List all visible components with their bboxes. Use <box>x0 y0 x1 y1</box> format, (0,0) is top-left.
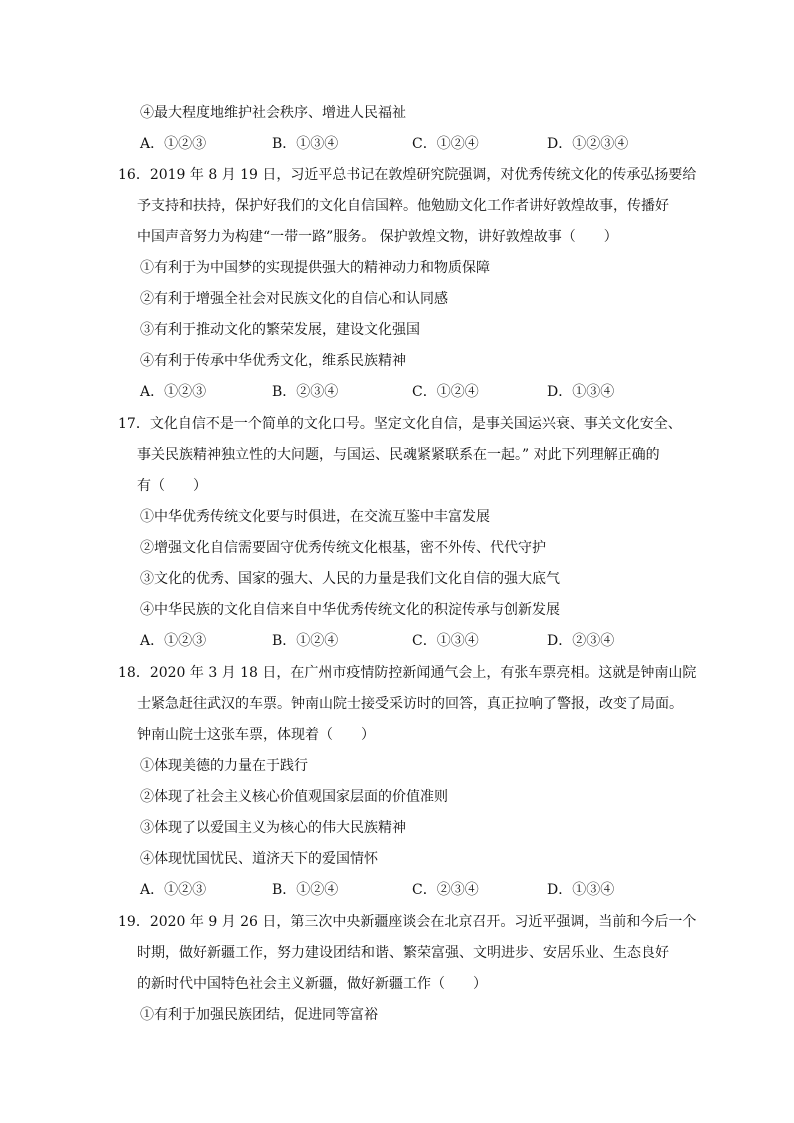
q16-option-3: ③有利于推动文化的繁荣发展，建设文化强国 <box>140 322 420 338</box>
q17-choice-d[interactable]: D．②③④ <box>547 633 615 649</box>
q18-stem-line-1: 18．2020 年 3 月 18 日，在广州市疫情防控新闻通气会上，有张车票亮相。这就是钟南山院 <box>118 665 697 681</box>
q16-stem-line-1: 16．2019 年 8 月 19 日，习近平总书记在敦煌研究院强调，对优秀传统文化的传承弘扬要给 <box>118 167 697 183</box>
q16-choice-a[interactable]: A．①②③ <box>140 384 207 400</box>
q18-choice-b[interactable]: B．①②④ <box>272 882 339 898</box>
q15-choice-a[interactable]: A．①②③ <box>140 136 207 152</box>
q17-option-1: ①中华优秀传统文化要与时俱进，在交流互鉴中丰富发展 <box>140 509 490 525</box>
q18-choice-d[interactable]: D．①③④ <box>547 882 615 898</box>
q19-option-1: ①有利于加强民族团结，促进同等富裕 <box>140 1007 378 1023</box>
q17-stem-line-2: 事关民族精神独立性的大问题，与国运、民魂紧紧联系在一起。” 对此下列理解正确的 <box>137 447 660 463</box>
q17-option-4: ④中华民族的文化自信来自中华优秀传统文化的积淀传承与创新发展 <box>140 602 560 618</box>
q18-stem-line-3: 钟南山院士这张车票，体现着（ ） <box>137 727 375 743</box>
q17-option-2: ②增强文化自信需要固守优秀传统文化根基，密不外传、代代守护 <box>140 540 546 556</box>
q16-stem-line-3: 中国声音努力为构建“一带一路”服务。 保护敦煌文物，讲好敦煌故事（ ） <box>137 229 618 245</box>
q15-choice-d[interactable]: D．①②③④ <box>547 136 629 152</box>
q16-choice-c[interactable]: C．①②④ <box>412 384 479 400</box>
q18-option-2: ②体现了社会主义核心价值观国家层面的价值准则 <box>140 789 448 805</box>
q16-stem-line-2: 予支持和扶持，保护好我们的文化自信国粹。他勉励文化工作者讲好敦煌故事，传播好 <box>137 198 669 214</box>
q16-option-1: ①有利于为中国梦的实现提供强大的精神动力和物质保障 <box>140 260 490 276</box>
q16-option-2: ②有利于增强全社会对民族文化的自信心和认同感 <box>140 291 448 307</box>
q17-choice-a[interactable]: A．①②③ <box>140 633 207 649</box>
q18-choice-c[interactable]: C．②③④ <box>412 882 479 898</box>
q18-option-3: ③体现了以爱国主义为核心的伟大民族精神 <box>140 820 406 836</box>
q16-option-4: ④有利于传承中华优秀文化，维系民族精神 <box>140 353 406 369</box>
q16-choice-d[interactable]: D．①③④ <box>547 384 615 400</box>
q19-stem-line-2: 时期，做好新疆工作，努力建设团结和谐、繁荣富强、文明进步、安居乐业、生态良好 <box>137 945 669 961</box>
q17-option-3: ③文化的优秀、国家的强大、人民的力量是我们文化自信的强大底气 <box>140 571 560 587</box>
q19-stem-line-1: 19．2020 年 9 月 26 日，第三次中央新疆座谈会在北京召开。习近平强调，当前和今后一个 <box>118 914 697 930</box>
q15-choice-c[interactable]: C．①②④ <box>412 136 479 152</box>
q18-choice-a[interactable]: A．①②③ <box>140 882 207 898</box>
q18-stem-line-2: 士紧急赶往武汉的车票。钟南山院士接受采访时的回答，真正拉响了警报，改变了局面。 <box>137 696 683 712</box>
q18-option-4: ④体现忧国忧民、道济天下的爱国情怀 <box>140 851 378 867</box>
q17-stem-line-3: 有（ ） <box>137 478 207 494</box>
q17-choice-c[interactable]: C．①③④ <box>412 633 479 649</box>
q19-stem-line-3: 的新时代中国特色社会主义新疆，做好新疆工作（ ） <box>137 976 487 992</box>
q17-stem-line-1: 17．文化自信不是一个简单的文化口号。坚定文化自信，是事关国运兴衰、事关文化安全、 <box>118 416 682 432</box>
q15-option-4: ④最大程度地维护社会秩序、增进人民福祉 <box>140 105 406 121</box>
q18-option-1: ①体现美德的力量在于践行 <box>140 758 308 774</box>
q15-choice-b[interactable]: B．①③④ <box>272 136 339 152</box>
q16-choice-b[interactable]: B．②③④ <box>272 384 339 400</box>
q17-choice-b[interactable]: B．①②④ <box>272 633 339 649</box>
